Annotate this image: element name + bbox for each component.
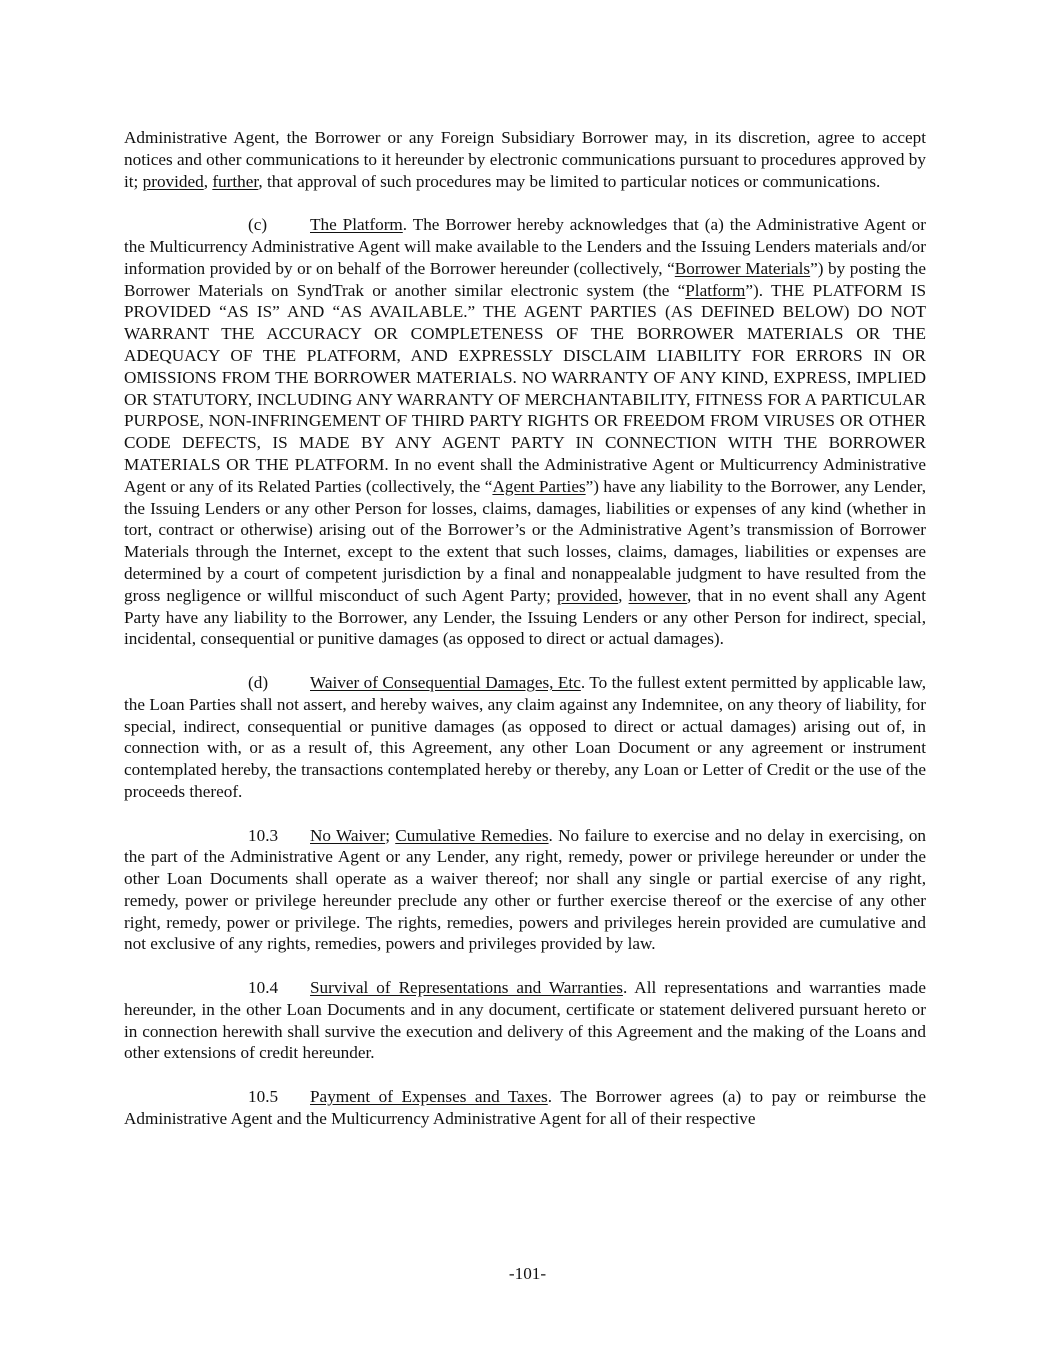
section-10-3-no-waiver [124,825,926,956]
defined-term-platform: Platform [685,280,746,300]
defined-term-provided: provided [557,585,619,605]
text-run: , [203,171,213,191]
text-run: . The Borrower agrees (a) to pay or reimburse the Administrative Agent and the Multicurrency Administrative Agent for all of their respective [124,1087,926,1128]
section-number: 10.3 [248,825,279,845]
section-heading: The Platform [310,215,403,235]
text-run: , that in no event shall any Agent Party have any liability to the Borrower, any Lender, the Issuing Lenders or any other Person for indirect, special, incidental, consequential or punitive damages (as opposed to direct or actual damages). [124,585,926,649]
document-page [124,127,926,1151]
section-heading: Cumulative Remedies [395,825,549,845]
section-heading: Waiver of Consequential Damages, Etc [310,672,581,692]
text-run: ”) have any liability to the Borrower, any Lender, the Issuing Lenders or any other Person for losses, claims, damages, liabilities or expenses of any kind (whether in tort, contract or otherwise) arising out of the Borrower’s or the Administrative Agent’s transmission of Borrower Materials through the Internet, except to the extent that such losses, claims, damages, liabilities or expenses are determined by a court of competent jurisdiction by a final and nonappealable judgment to have resulted from the gross negligence or willful misconduct of such Agent Party; [124,476,926,605]
text-run: . No failure to exercise and no delay in exercising, on the part of the Administrative Agent or any Lender, any right, remedy, power or privilege hereunder or under the other Loan Documents shall operate as a waiver thereof; nor shall any single or partial exercise of any right, remedy, power or privilege hereunder preclude any other or further exercise thereof or the exercise of any other right, remedy, power or privilege. The rights, remedies, powers and privileges herein provided are cumulative and not exclusive of any rights, remedies, powers and privileges provided by law. [124,825,927,954]
defined-term-borrower-materials: Borrower Materials [674,258,811,278]
section-number: 10.4 [248,978,279,998]
section-c-the-platform [124,214,926,650]
text-run: ; [385,825,396,845]
section-heading: No Waiver [310,825,386,845]
text-run: ”). THE PLATFORM IS PROVIDED “AS IS” AND “AS AVAILABLE.” THE AGENT PARTIES (AS DEFINED BELOW) DO NOT WARRANT THE ACCURACY OR COMPLETENESS OF THE BORROWER MATERIALS OR THE ADEQUACY OF THE PLATFORM, AND EXPRESSLY DISCLAIM LIABILITY FOR ERRORS IN OR OMISSIONS FROM THE BORROWER MATERIALS. NO WARRANTY OF ANY KIND, EXPRESS, IMPLIED OR STATUTORY, INCLUDING ANY WARRANTY OF MERCHANTABILITY, FITNESS FOR A PARTICULAR PURPOSE, NON-INFRINGEMENT OF THIRD PARTY RIGHTS OR FREEDOM FROM VIRUSES OR OTHER CODE DEFECTS, IS MADE BY ANY AGENT PARTY IN CONNECTION WITH THE BORROWER MATERIALS OR THE PLATFORM. In no event shall the Administrative Agent or Multicurrency Administrative Agent or any of its Related Parties (collectively, the “ [124,280,926,496]
text-run: , that approval of such procedures may be limited to particular notices or communications. [258,171,881,191]
section-number: (c) [248,215,268,235]
text-run: Administrative Agent, the Borrower or any Foreign Subsidiary Borrower may, in its discretion, agree to accept notices and other communications to it hereunder by electronic communications pursuant to procedures approved by it; [124,128,926,191]
text-run: . The Borrower hereby acknowledges that (a) the Administrative Agent or the Multicurrency Administrative Agent will make available to the Lenders and the Issuing Lenders materials and/or information provided by or on behalf of the Borrower hereunder (collectively, “ [124,215,926,278]
section-number: 10.5 [248,1087,279,1107]
paragraph-notices-continuation [124,127,926,192]
section-d-waiver-of-consequential-damages [124,672,926,803]
text-run: . To the fullest extent permitted by applicable law, the Loan Parties shall not assert, and hereby waives, any claim against any Indemnitee, on any theory of liability, for special, indirect, consequential or punitive damages (as opposed to direct or actual damages) arising out of, in connection with, or as a result of, this Agreement, any other Loan Document or any agreement or instrument contemplated hereby, the transactions contemplated hereby or thereby, any Loan or Letter of Credit or the use of the proceeds thereof. [124,672,926,801]
section-heading: Survival of Representations and Warranties [310,978,623,998]
defined-term-further: further [212,171,259,191]
defined-term-agent-parties: Agent Parties [492,476,586,496]
text-run: ”) by posting the Borrower Materials on SyndTrak or another similar electronic system (the “ [124,258,926,300]
defined-term-however: however [628,585,688,605]
section-10-5-payment-of-expenses [124,1086,926,1130]
defined-term-provided: provided [142,171,204,191]
text-run: , [618,585,629,605]
section-number: (d) [248,672,269,692]
section-10-4-survival [124,977,926,1064]
text-run: . All representations and warranties made hereunder, in the other Loan Documents and in any document, certificate or statement delivered pursuant hereto or in connection herewith shall survive the execution and delivery of this Agreement and the making of the Loans and other extensions of credit hereunder. [124,978,926,1063]
page-number: -101- [508,1264,547,1283]
section-heading: Payment of Expenses and Taxes [310,1087,548,1107]
